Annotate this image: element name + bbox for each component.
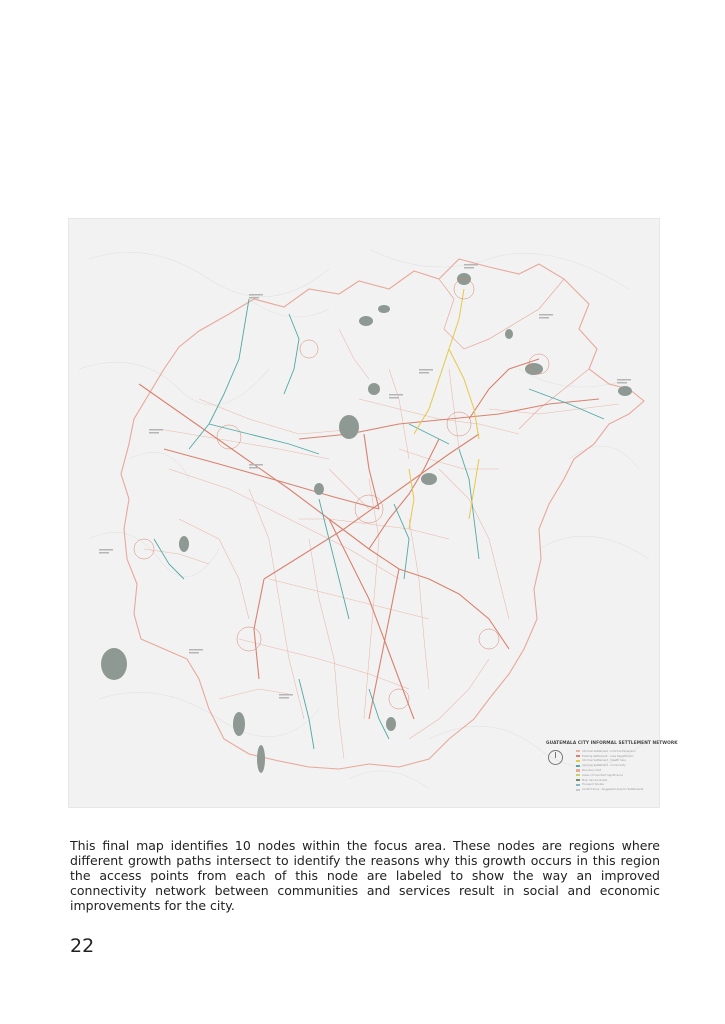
legend-swatch (576, 769, 580, 771)
legend-label: Boundary limit (582, 769, 602, 773)
legend-swatch (576, 750, 580, 752)
legend-items (576, 749, 643, 792)
legend-swatch (576, 784, 580, 786)
map-canvas (69, 219, 659, 807)
legend-label: Existing Settlement - Area Densification (582, 754, 634, 758)
node-markers (134, 279, 549, 709)
legend-label: Conflict Zone - Suggested Area for Settlements (582, 788, 644, 792)
map-legend (546, 741, 678, 801)
legend-label: Informal Settlement - Community (582, 764, 626, 768)
map-caption: This final map identifies 10 nodes within the focus area. These nodes are regions where different growth paths intersect to identify the reasons why this growth occurs in this region the access points from each of this node are labeled to show the way an improved connectivity network between communities and services result in social and economic improvements for the city. (70, 838, 660, 913)
annotation-marks (99, 264, 631, 699)
north-arrow-icon (548, 750, 563, 765)
settlement-network-map (68, 218, 678, 808)
legend-swatch (576, 760, 580, 762)
legend-label: Main Service Roads (582, 778, 608, 782)
legend-swatch (576, 774, 580, 776)
legend-swatch (576, 789, 580, 791)
legend-label: Informal Settlement - Health Care (582, 759, 626, 763)
legend-swatch (576, 779, 580, 781)
legend-label: Informal Settlement - Informal Expansion (582, 749, 636, 753)
legend-label: Areas of Important Significance (582, 773, 623, 777)
legend-item (576, 787, 643, 792)
legend-swatch (576, 755, 580, 757)
legend-label: Transport Routes (582, 783, 604, 787)
page-number: 22 (70, 935, 95, 957)
study-area-boundary (121, 259, 644, 769)
growth-path-network (409, 289, 479, 529)
legend-swatch (576, 765, 580, 767)
legend-title: GUATEMALA CITY INFORMAL SETTLEMENT NETWORK (546, 741, 678, 746)
